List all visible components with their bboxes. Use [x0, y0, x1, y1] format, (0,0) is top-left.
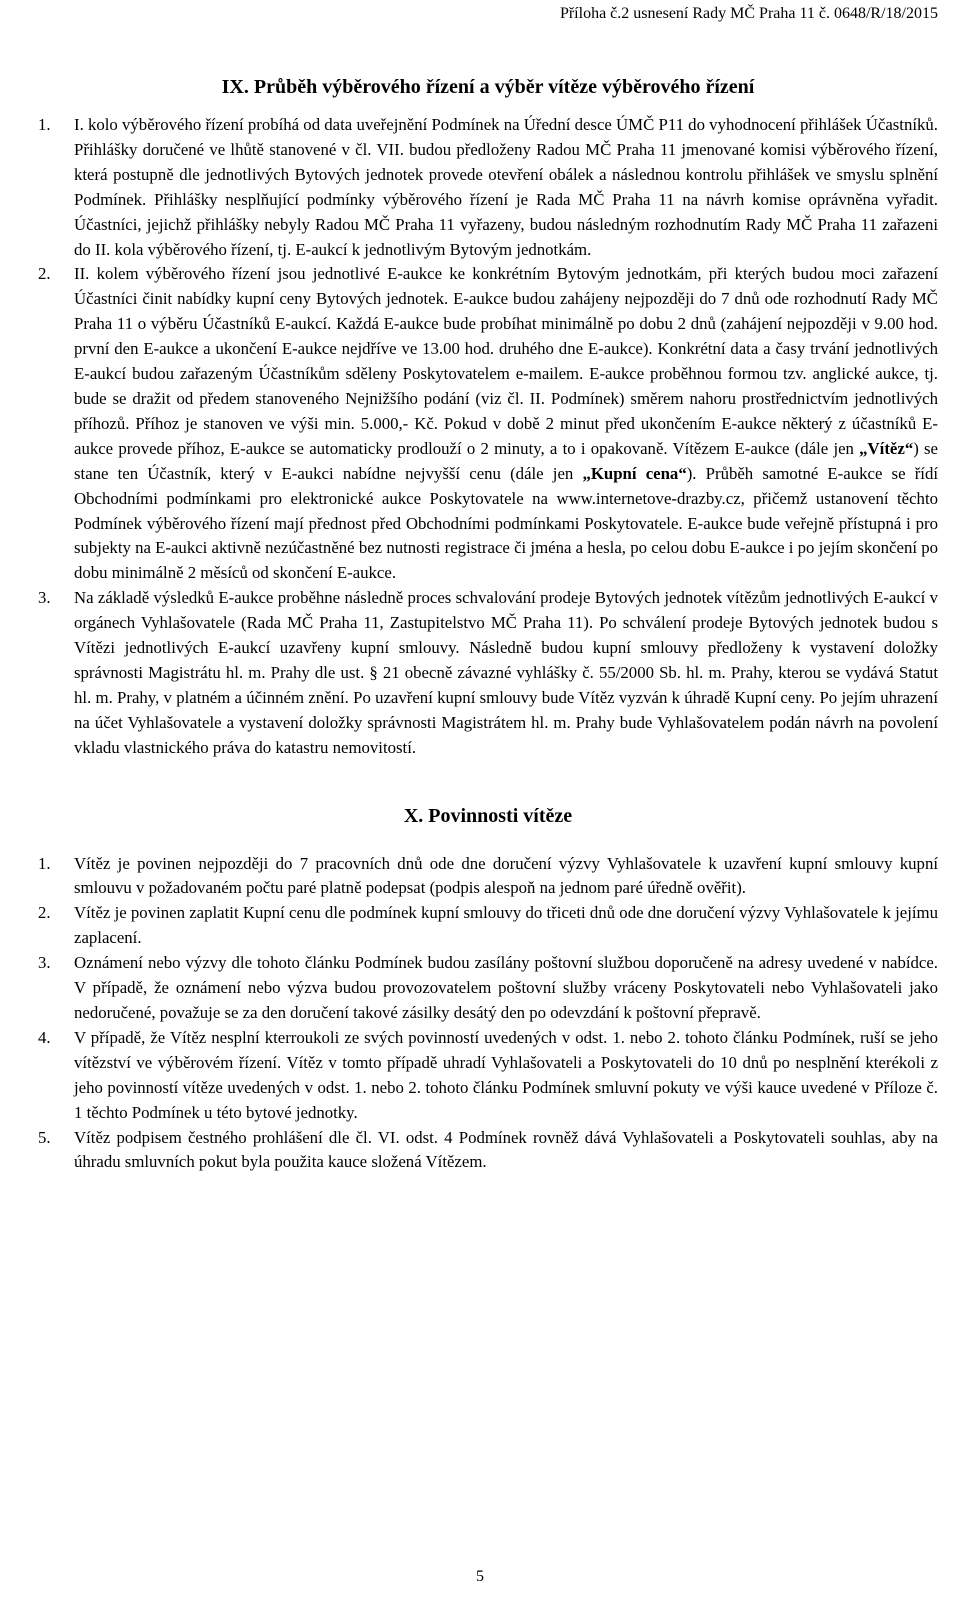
item-text: Oznámení nebo výzvy dle tohoto článku Podmínek budou zasílány poštovní službou doporučeně na adresy uvedené v nabídce. V případě, že oznámení nebo výzva budou provozovatelem poštovní služby vráceny Poskytovateli nebo Vyhlašovateli jako nedoručené, považuje se za den doručení takové zásilky desátý den po odevzdání k poštovní přepravě.: [74, 953, 938, 1022]
item-number: 2.: [38, 264, 51, 284]
term-winner: „Vítěz“: [859, 438, 914, 458]
term-purchase-price: „Kupní cena“: [582, 463, 687, 483]
section-x-item-1: [38, 852, 938, 902]
section-ix-item-1: [38, 113, 938, 262]
item-text: II. kolem výběrového řízení jsou jednotlivé E-aukce ke konkrétním Bytovým jednotkám, při kterých budou moci zařazení Účastníci činit nabídky kupní ceny Bytových jednotek. E-aukce budou zahájeny nejpozději do 7 dnů ode rozhodnutí Rady MČ Praha 11 o výběru Účastníků E-aukcí. Každá E-aukce bude probíhat minimálně po dobu 2 dnů (zahájení nejpozději v 9.00 hod. první den E-aukce a ukončení E-aukce nejdříve ve 13.00 hod. druhého dne E-aukce). Konkrétní data a časy trvání jednotlivých E-aukcí budou zařazeným Účastníkům sděleny Poskytovatelem e-mailem. E-aukce proběhnou formou tzv. anglické aukce, tj. bude se dražit od předem stanoveného Nejnižšího podání (viz čl. II. Podmínek) směrem nahoru prostřednictvím jednotlivých příhozů. Příhoz je stanoven ve výši min. 5.000,- Kč. Pokud v době 2 minut před ukončením E-aukce některý z účastníků E-aukce provede příhoz, E-aukce se automaticky prodlouží o 2 minuty, a to i opakovaně. Vítězem E-aukce (dále jen: [74, 264, 938, 458]
section-x-list: [38, 852, 938, 1176]
item-text: Vítěz podpisem čestného prohlášení dle čl. VI. odst. 4 Podmínek rovněž dává Vyhlašovateli a Poskytovateli souhlas, aby na úhradu smluvních pokut byla použita kauce složená Vítězem.: [74, 1127, 938, 1172]
item-text: ). Průběh samotné E-aukce se řídí Obchodními podmínkami pro elektronické aukce Poskytovatele na www.internetove-drazby.cz, přičemž ustanovení těchto Podmínek výběrového řízení mají přednost před Obchodními podmínkami Poskytovatele. E-aukce bude veřejně přístupná i pro subjekty na E-aukci aktivně nezúčastněné bez nutnosti registrace či jména a hesla, po celou dobu E-aukce i po jejím skončení po dobu minimálně 2 měsíců od skončení E-aukce.: [74, 463, 938, 583]
section-x-item-5: [38, 1126, 938, 1176]
item-text: V případě, že Vítěz nesplní kterroukoli ze svých povinností uvedených v odst. 1. nebo 2. tohoto článku Podmínek, ruší se jeho vítězství ve výběrovém řízení. Vítěz v tomto případě uhradí Vyhlašovateli a Poskytovateli do 10 dnů po nesplnění kterékoli z jeho povinností vítěze uvedených v odst. 1. nebo 2. tohoto článku Podmínek smluvní pokuty ve výši kauce uvedené v Příloze č. 1 těchto Podmínek u této bytové jednotky.: [74, 1027, 938, 1122]
section-x-title: X. Povinnosti vítěze: [403, 804, 573, 827]
item-text: Vítěz je povinen zaplatit Kupní cenu dle podmínek kupní smlouvy do třiceti dnů ode dne doručení výzvy Vyhlašovatele k jejímu zaplacení.: [74, 903, 938, 948]
section-ix-list: [38, 113, 938, 761]
section-x-item-4: [38, 1026, 938, 1126]
section-ix-item-3: [38, 586, 938, 760]
item-text: I. kolo výběrového řízení probíhá od data uveřejnění Podmínek na Úřední desce ÚMČ P11 do vyhodnocení přihlášek Účastníků. Přihlášky doručené ve lhůtě stanovené v čl. VII. budou předloženy Radou MČ Praha 11 jmenované komisi výběrového řízení, která postupně dle jednotlivých Bytových jednotek provede otevření obálek a následnou kontrolu přihlášek ve smyslu splnění Podmínek. Přihlášky nesplňující podmínky výběrového řízení je Rada MČ Praha 11 na návrh komise oprávněna vyřadit. Účastníci, jejichž přihlášky nebyly Radou MČ Praha 11 vyřazeny, budou následným rozhodnutím Rady MČ Praha 11 zařazeni do II. kola výběrového řízení, tj. E-aukcí k jednotlivým Bytovým jednotkám.: [74, 115, 938, 259]
section-ix-title: IX. Průběh výběrového řízení a výběr vítěze výběrového řízení: [221, 76, 755, 98]
item-text: ) se stane ten Účastník, který v E-aukci nabídne nejvyšší cenu (dále jen: [74, 438, 938, 483]
annex-note: Příloha č.2 usnesení Rady MČ Praha 11 č. 0648/R/18/2015: [559, 5, 938, 22]
page-number: 5: [476, 1568, 484, 1585]
item-text: Vítěz je povinen nejpozději do 7 pracovních dnů ode dne doručení výzvy Vyhlašovatele k uzavření kupní smlouvy kupní smlouvu v požadovaném počtu paré platně podepsat (podpis alespoň na jednom paré úředně ověřit).: [74, 853, 938, 898]
section-ix-item-2: [38, 262, 938, 586]
section-x-item-2: [38, 901, 938, 951]
item-number: 1.: [38, 853, 51, 873]
item-number: 5.: [38, 1127, 51, 1147]
item-number: 3.: [38, 953, 51, 973]
document-body: [38, 76, 938, 1175]
item-number: 3.: [38, 588, 51, 608]
item-text: Na základě výsledků E-aukce proběhne následně proces schvalování prodeje Bytových jednotek vítězům jednotlivých E-aukcí v orgánech Vyhlašovatele (Rada MČ Praha 11, Zastupitelstvo MČ Praha 11). Po schválení prodeje Bytových jednotek budou s Vítězi jednotlivých E-aukcí uzavřeny kupní smlouvy. Následně budou kupní smlouvy předloženy k vystavení doložky správnosti Magistrátu hl. m. Prahy dle ust. § 21 obecně závazné vyhlášky č. 55/2000 Sb. hl. m. Prahy, kterou se vydává Statut hl. m. Prahy, v platném a účinném znění. Po uzavření kupní smlouvy bude Vítěz vyzván k úhradě Kupní ceny. Po jejím uhrazení na účet Vyhlašovatele a vystavení doložky správnosti Magistrátem hl. m. Prahy bude Vyhlašovatelem podán návrh na povolení vkladu vlastnického práva do katastru nemovitostí.: [74, 588, 938, 757]
item-number: 2.: [38, 903, 51, 923]
item-number: 1.: [38, 115, 51, 134]
item-number: 4.: [38, 1027, 51, 1047]
section-x-item-3: [38, 951, 938, 1026]
